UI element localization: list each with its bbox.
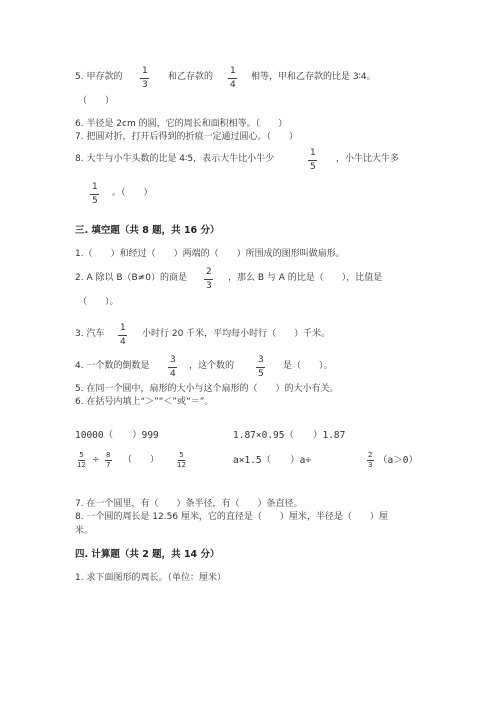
f3-frac-denominator: 4	[120, 337, 126, 347]
fraction-bar	[118, 335, 127, 336]
fill-4-suffix: 是（ ）。	[283, 361, 333, 371]
c2b-frac-numerator: 2	[368, 451, 373, 459]
q5-fraction-2	[228, 67, 238, 90]
c2-frac3-numerator: 5	[179, 451, 184, 459]
q8-frac-denominator: 5	[310, 162, 316, 172]
f4-frac1-numerator: 3	[170, 355, 176, 365]
compare-2b-suffix: （a＞0）	[378, 455, 418, 466]
compare-2-paren: （ ）	[123, 455, 160, 465]
fill-4-mid: ，这个数的	[189, 361, 235, 371]
fill-2-fraction	[204, 268, 214, 291]
q8-suffix: 。（ ）	[112, 188, 153, 198]
q8-frac2-denominator: 5	[92, 196, 98, 206]
fill-4-fraction-1	[168, 356, 178, 379]
fill-2-prefix: 2. A 除以 B（B≠0）的商是	[75, 273, 187, 283]
q8-fraction	[308, 149, 318, 172]
q5-frac1-denominator: 3	[142, 80, 148, 90]
fill-4-prefix: 4. 一个数的倒数是	[75, 361, 150, 371]
fraction-bar	[204, 279, 213, 280]
c2b-frac-denominator: 3	[368, 461, 373, 469]
q5-suffix: 相等，甲和乙存款的比是 3∶4。	[251, 72, 376, 82]
fraction-bar	[140, 78, 149, 79]
q8-frac2-numerator: 1	[92, 182, 98, 192]
q5-frac2-numerator: 1	[230, 66, 236, 76]
compare-1b: 1.87×0.95（ ）1.87	[233, 430, 346, 441]
f4-frac2-denominator: 5	[258, 369, 264, 379]
c2-frac1-numerator: 5	[79, 451, 84, 459]
fraction-bar	[168, 367, 177, 368]
c2-frac1-denominator: 12	[77, 461, 86, 469]
section-3-heading: 三. 填空题（共 8 题，共 16 分）	[75, 225, 220, 236]
section-4-heading: 四. 计算题（共 2 题，共 14 分）	[75, 549, 220, 560]
q8-prefix: 8. 大牛与小牛头数的比是 4∶5，表示大牛比小牛少	[75, 154, 275, 164]
q5-prefix: 5. 甲存款的	[75, 72, 123, 82]
fill-7: 7. 在一个圆里，有（ ）条半径，有（ ）条直径。	[75, 499, 303, 509]
compare-1a: 10000（ ）999	[75, 430, 159, 441]
compare-2b-fraction	[366, 452, 374, 469]
q5-frac1-numerator: 1	[142, 66, 148, 76]
fill-3-suffix: 小时行 20 千米，平均每小时行（ ）千米。	[142, 329, 331, 339]
q5-mid: 和乙存款的	[168, 72, 214, 82]
compare-2-fraction-2	[104, 452, 112, 469]
q8-mid: ，小牛比大牛多	[336, 154, 400, 164]
fill-8: 8. 一个圆的周长是 12.56 厘米，它的直径是（ ）厘米，半径是（ ）厘	[75, 512, 388, 522]
q8-frac-numerator: 1	[310, 148, 316, 158]
compare-2b: a×1.5（ ）a÷	[233, 455, 312, 466]
fill-6: 6. 在括号内填上“＞”“＜”或“＝”。	[75, 397, 214, 407]
compare-2-fraction-1	[75, 452, 88, 469]
fill-3-fraction	[118, 324, 128, 347]
q5-fraction-1	[140, 67, 150, 90]
f4-frac2-numerator: 3	[258, 355, 264, 365]
c2-frac2-denominator: 7	[106, 461, 111, 469]
fill-8-cont: 米。	[75, 526, 94, 536]
f2-frac-numerator: 2	[206, 267, 212, 277]
fraction-bar	[256, 367, 265, 368]
fill-5: 5. 在同一个圆中，扇形的大小与这个扇形的（ ）的大小有关。	[75, 384, 339, 394]
q8-fraction-2	[90, 183, 100, 206]
f4-frac1-denominator: 4	[170, 369, 176, 379]
calc-1: 1. 求下面图形的周长。（单位：厘米）	[75, 573, 226, 583]
fill-3-prefix: 3. 汽车	[75, 329, 105, 339]
fill-4-fraction-2	[256, 356, 266, 379]
c2-frac2-numerator: 8	[106, 451, 111, 459]
fill-2-line2: （ ）。	[78, 297, 119, 307]
c2-frac3-denominator: 12	[177, 461, 186, 469]
fill-1: 1.（ ）和经过（ ）两端的（ ）所围成的图形叫做扇形。	[75, 249, 345, 259]
fill-2-suffix: ，那么 B 与 A 的比是（ ），比值是	[228, 273, 383, 283]
f2-frac-denominator: 3	[206, 281, 212, 291]
compare-2-operator: ÷	[92, 455, 100, 465]
fraction-bar	[308, 160, 317, 161]
q6: 6. 半径是 2cm 的圆，它的周长和面积相等。（ ）	[75, 119, 288, 129]
fraction-bar	[228, 78, 237, 79]
q5-frac2-denominator: 4	[230, 80, 236, 90]
fraction-bar	[90, 194, 99, 195]
q7: 7. 把圆对折，打开后得到的折痕一定通过圆心。（ ）	[75, 132, 298, 142]
q5-answer: （ ）	[78, 96, 115, 106]
compare-2-fraction-3	[175, 452, 188, 469]
f3-frac-numerator: 1	[120, 323, 126, 333]
